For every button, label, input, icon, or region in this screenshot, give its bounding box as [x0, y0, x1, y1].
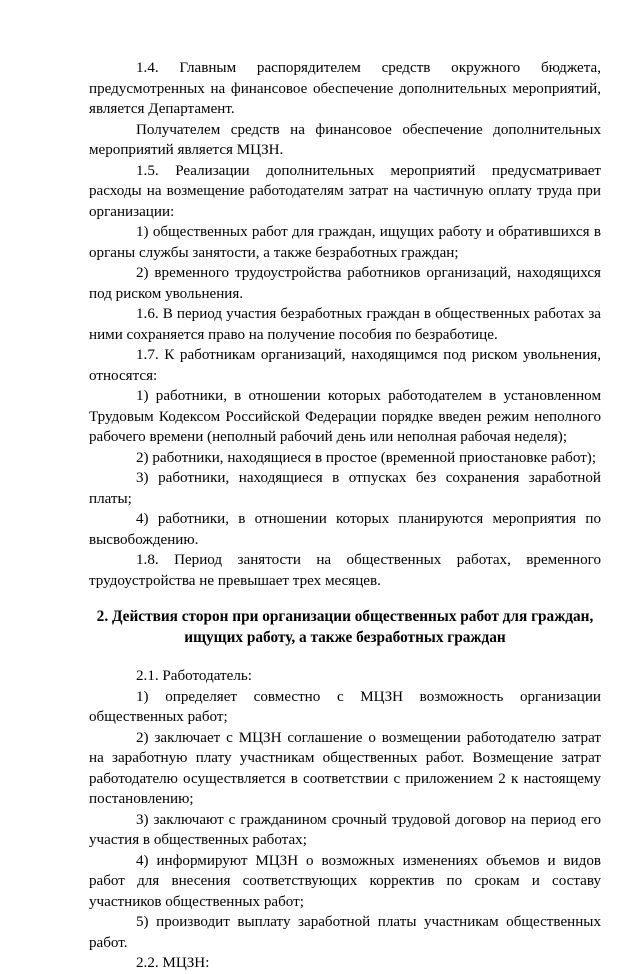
- list-item-1-5-2: 2) временного трудоустройства работников организаций, находящихся под риском увольнения.: [89, 265, 601, 302]
- section-spacer: [89, 648, 601, 666]
- list-item-2-1-3: 3) заключают с гражданином срочный трудовой договор на период его участия в общественных работах;: [89, 811, 601, 848]
- document-page: [89, 58, 601, 974]
- paragraph-1-4-recipient: Получателем средств на финансовое обеспечение дополнительных мероприятий является МЦЗН.: [89, 121, 601, 158]
- paragraph-1-6: 1.6. В период участия безработных граждан в общественных работах за ними сохраняется право на получение пособия по безработице.: [89, 306, 601, 343]
- section-2-heading: [89, 607, 601, 648]
- section-2-heading-line-1: 2. Действия сторон при организации общественных работ для граждан,: [96, 608, 594, 625]
- paragraph-1-7: 1.7. К работникам организаций, находящимся под риском увольнения, относятся:: [89, 347, 601, 384]
- list-item-1-7-1: 1) работники, в отношении которых работодателем в установленном Трудовым Кодексом Российской Федерации порядке введен режим неполного рабочего времени (неполный рабочий день или неполная рабочая неделя);: [89, 388, 601, 445]
- list-item-1-5-1: 1) общественных работ для граждан, ищущих работу и обратившихся в органы службы занятости, а также безработных граждан;: [89, 224, 601, 261]
- paragraph-1-4: 1.4. Главным распорядителем средств окружного бюджета, предусмотренных на финансовое обеспечение дополнительных мероприятий, является Департамент.: [89, 60, 601, 117]
- list-item-2-1-2: 2) заключает с МЦЗН соглашение о возмещении работодателю затрат на заработную плату участникам общественных работ. Возмещение затрат работодателю осуществляется в соответствии с приложением 2 к настоящему постановлению;: [89, 729, 601, 807]
- section-2-heading-line-2: ищущих работу, а также безработных граждан: [184, 628, 506, 646]
- list-item-2-1-4: 4) информируют МЦЗН о возможных изменениях объемов и видов работ для внесения соответствующих корректив по срокам и составу участников общественных работ;: [89, 852, 601, 910]
- list-item-1-7-4: 4) работники, в отношении которых планируются мероприятия по высвобождению.: [89, 511, 601, 548]
- list-item-1-7-3: 3) работники, находящиеся в отпусках без сохранения заработной платы;: [89, 470, 601, 507]
- section-spacer: [89, 591, 601, 607]
- paragraph-2-2: 2.2. МЦЗН:: [136, 955, 210, 971]
- paragraph-1-5: 1.5. Реализации дополнительных мероприятий предусматривает расходы на возмещение работодателям затрат на частичную оплату труда при организации:: [89, 162, 601, 220]
- paragraph-1-8: 1.8. Период занятости на общественных работах, временного трудоустройства не превышает трех месяцев.: [89, 552, 601, 589]
- paragraph-2-1: 2.1. Работодатель:: [136, 668, 252, 684]
- list-item-2-1-5: 5) производит выплату заработной платы участникам общественных работ.: [89, 914, 601, 951]
- list-item-2-1-1: 1) определяет совместно с МЦЗН возможность организации общественных работ;: [89, 688, 601, 725]
- list-item-1-7-2: 2) работники, находящиеся в простое (временной приостановке работ);: [136, 449, 597, 466]
